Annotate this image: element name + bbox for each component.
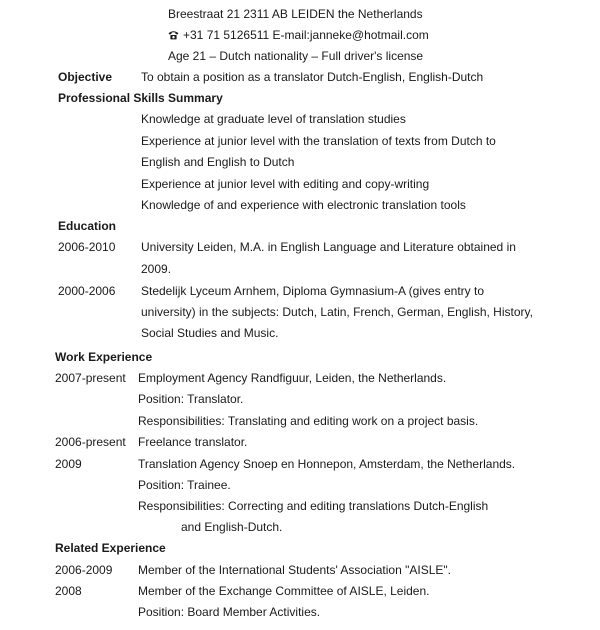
skills-line: Experience at junior level with editing and copy-writing [141,177,430,191]
objective-text: To obtain a position as a translator Dutch-English, English-Dutch [141,70,484,84]
education-period: 2000-2006 [58,284,116,298]
education-heading: Education [58,219,117,233]
personal-info-line: Age 21 – Dutch nationality – Full driver's license [168,49,424,63]
skills-line: Experience at junior level with the translation of texts from Dutch to [141,134,496,148]
related-line: Position: Board Member Activities. [138,605,321,619]
education-line: Social Studies and Music. [141,326,279,340]
related-period: 2008 [55,584,82,598]
contact-line [168,28,429,42]
work-heading: Work Experience [55,350,153,364]
work-line: Position: Trainee. [138,478,231,492]
skills-line: Knowledge of and experience with electronic translation tools [141,198,466,212]
education-line: University Leiden, M.A. in English Language and Literature obtained in [141,240,516,254]
objective-heading: Objective [58,70,113,84]
work-line: Position: Translator. [138,392,244,406]
work-period: 2009 [55,457,82,471]
work-line: Responsibilities: Translating and editing work on a project basis. [138,414,479,428]
education-line: Stedelijk Lyceum Arnhem, Diploma Gymnasium-A (gives entry to [141,284,485,298]
related-line: Member of the Exchange Committee of AISLE, Leiden. [138,584,430,598]
related-heading: Related Experience [55,541,166,555]
related-line: Member of the International Students' Association "AISLE". [138,563,451,577]
work-period: 2007-present [55,371,126,385]
address-line: Breestraat 21 2311 AB LEIDEN the Netherlands [168,7,423,21]
phone-icon [168,30,179,40]
skills-line: Knowledge at graduate level of translation studies [141,112,406,126]
skills-heading: Professional Skills Summary [58,91,223,105]
work-period: 2006-present [55,435,126,449]
education-line: university) in the subjects: Dutch, Latin, French, German, English, History, [141,305,533,319]
education-period: 2006-2010 [58,240,116,254]
skills-line: English and English to Dutch [141,155,295,169]
work-line: Translation Agency Snoep en Honnepon, Amsterdam, the Netherlands. [138,457,516,471]
work-line: and English-Dutch. [181,520,283,534]
education-line: 2009. [141,262,172,276]
contact-text: +31 71 5126511 E-mail:janneke@hotmail.com [183,28,429,42]
work-line: Employment Agency Randfiguur, Leiden, the Netherlands. [138,371,447,385]
work-line: Freelance translator. [138,435,248,449]
related-period: 2006-2009 [55,563,113,577]
work-line: Responsibilities: Correcting and editing translations Dutch-English [138,499,489,513]
